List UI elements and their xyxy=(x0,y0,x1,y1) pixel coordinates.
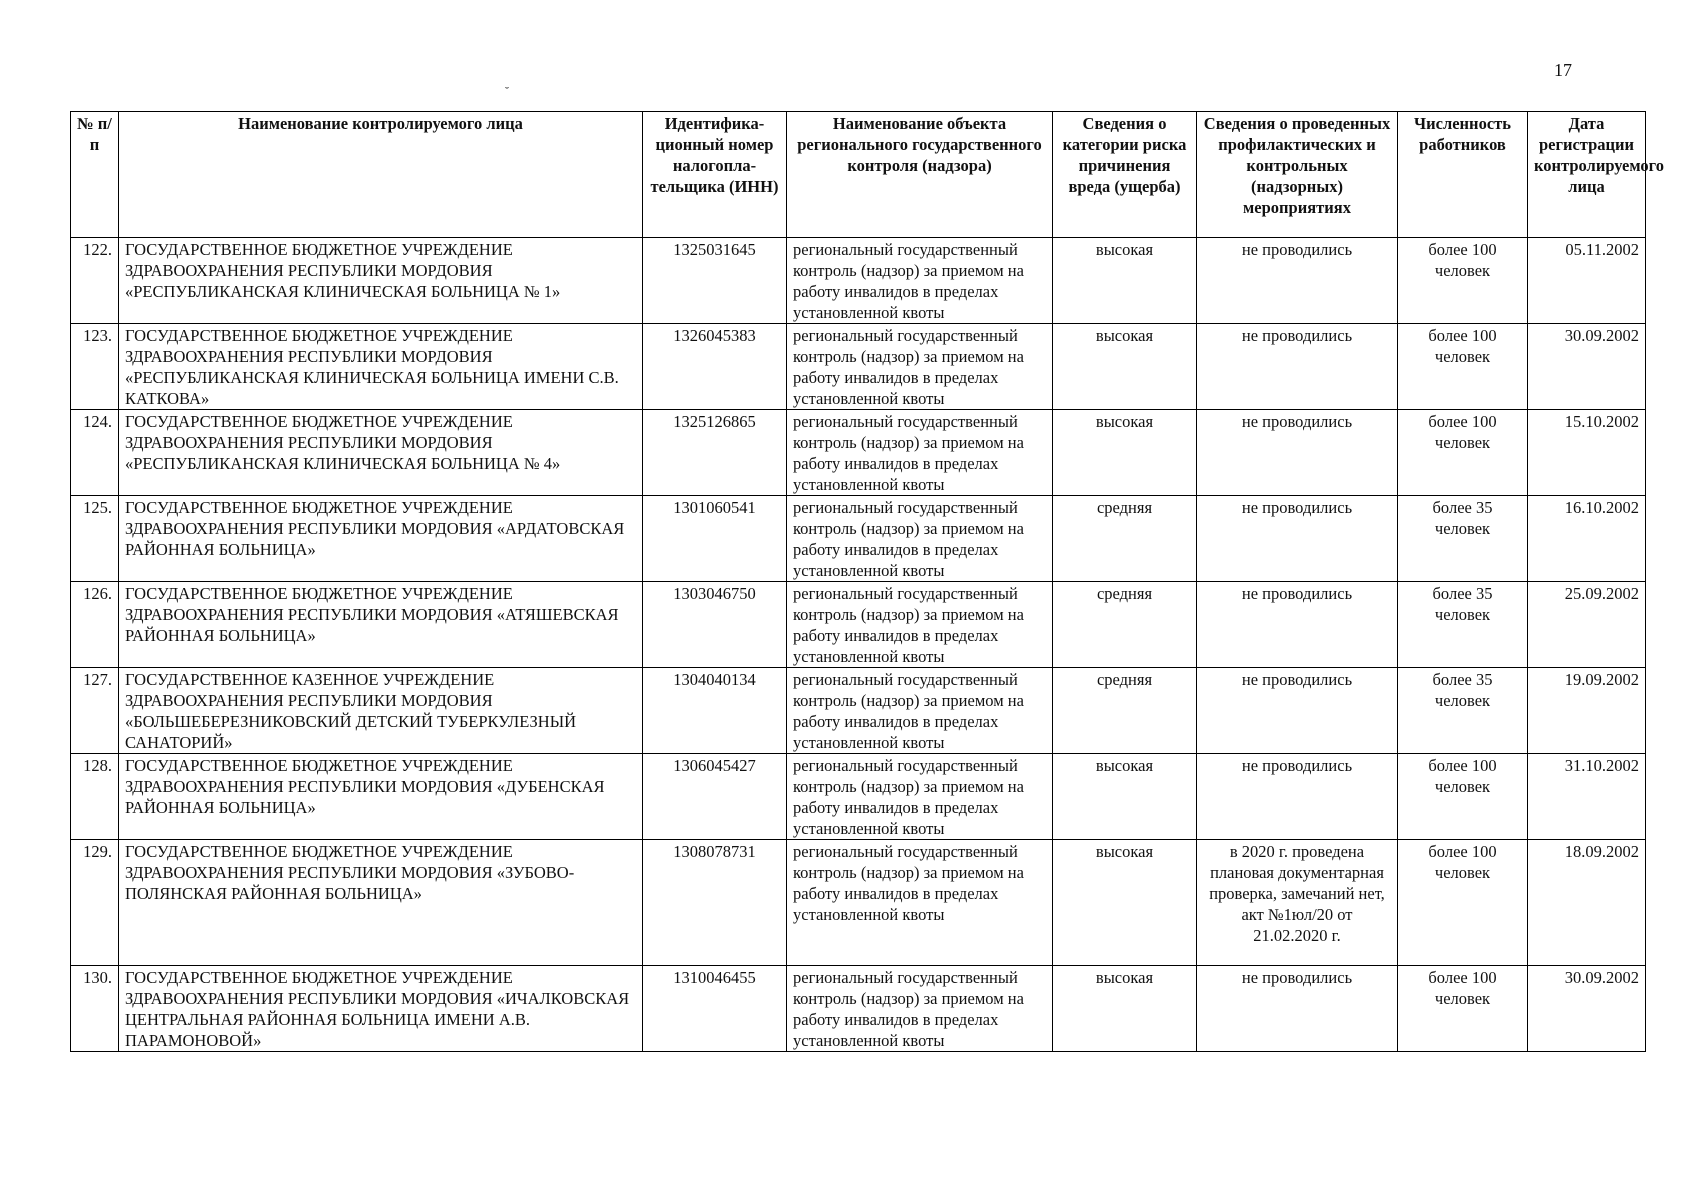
measures-info: не проводились xyxy=(1197,324,1398,410)
registration-date: 19.09.2002 xyxy=(1528,668,1646,754)
inn: 1304040134 xyxy=(643,668,787,754)
header-staff: Численность работников xyxy=(1398,112,1528,238)
header-date: Дата регистрации контролируемого лица xyxy=(1528,112,1646,238)
header-object: Наименование объекта регионального государственного контроля (надзора) xyxy=(787,112,1053,238)
control-object: региональный государственный контроль (надзор) за приемом на работу инвалидов в пределах установленной квоты xyxy=(787,754,1053,840)
table-row xyxy=(71,582,1646,668)
measures-info: не проводились xyxy=(1197,754,1398,840)
scan-mark: ˘ xyxy=(505,84,509,98)
table-row xyxy=(71,496,1646,582)
registration-date: 30.09.2002 xyxy=(1528,324,1646,410)
inn: 1301060541 xyxy=(643,496,787,582)
inn: 1326045383 xyxy=(643,324,787,410)
measures-info: в 2020 г. проведена плановая документарная проверка, замечаний нет, акт №1юл/20 от 21.02.2020 г. xyxy=(1197,840,1398,966)
control-object: региональный государственный контроль (надзор) за приемом на работу инвалидов в пределах установленной квоты xyxy=(787,966,1053,1052)
registration-date: 30.09.2002 xyxy=(1528,966,1646,1052)
inn: 1306045427 xyxy=(643,754,787,840)
registration-date: 18.09.2002 xyxy=(1528,840,1646,966)
table-row xyxy=(71,840,1646,966)
staff-count: более 35 человек xyxy=(1398,582,1528,668)
registration-date: 15.10.2002 xyxy=(1528,410,1646,496)
row-number: 124. xyxy=(71,410,119,496)
table-row xyxy=(71,410,1646,496)
measures-info: не проводились xyxy=(1197,496,1398,582)
staff-count: более 100 человек xyxy=(1398,238,1528,324)
header-risk: Сведения о категории риска причинения вреда (ущерба) xyxy=(1053,112,1197,238)
risk-category: высокая xyxy=(1053,324,1197,410)
header-inn: Идентифика-ционный номер налогопла-тельщика (ИНН) xyxy=(643,112,787,238)
risk-category: высокая xyxy=(1053,238,1197,324)
staff-count: более 100 человек xyxy=(1398,324,1528,410)
inn: 1303046750 xyxy=(643,582,787,668)
control-object: региональный государственный контроль (надзор) за приемом на работу инвалидов в пределах установленной квоты xyxy=(787,324,1053,410)
table-header xyxy=(71,112,1664,238)
row-number: 122. xyxy=(71,238,119,324)
risk-category: высокая xyxy=(1053,754,1197,840)
row-number: 130. xyxy=(71,966,119,1052)
row-number: 123. xyxy=(71,324,119,410)
risk-category: высокая xyxy=(1053,410,1197,496)
inn: 1325031645 xyxy=(643,238,787,324)
staff-count: более 100 человек xyxy=(1398,966,1528,1052)
measures-info: не проводились xyxy=(1197,582,1398,668)
header-row xyxy=(71,112,1646,238)
registry-table xyxy=(70,111,1664,1052)
risk-category: средняя xyxy=(1053,668,1197,754)
measures-info: не проводились xyxy=(1197,238,1398,324)
entity-name: ГОСУДАРСТВЕННОЕ БЮДЖЕТНОЕ УЧРЕЖДЕНИЕ ЗДРАВООХРАНЕНИЯ РЕСПУБЛИКИ МОРДОВИЯ «ИЧАЛКОВСКАЯ ЦЕНТРАЛЬНАЯ РАЙОННАЯ БОЛЬНИЦА ИМЕНИ А.В. ПАРАМОНОВОЙ» xyxy=(119,966,643,1052)
staff-count: более 100 человек xyxy=(1398,410,1528,496)
inn: 1325126865 xyxy=(643,410,787,496)
control-object: региональный государственный контроль (надзор) за приемом на работу инвалидов в пределах установленной квоты xyxy=(787,410,1053,496)
row-number: 128. xyxy=(71,754,119,840)
entity-name: ГОСУДАРСТВЕННОЕ КАЗЕННОЕ УЧРЕЖДЕНИЕ ЗДРАВООХРАНЕНИЯ РЕСПУБЛИКИ МОРДОВИЯ «БОЛЬШЕБЕРЕЗНИКОВСКИЙ ДЕТСКИЙ ТУБЕРКУЛЕЗНЫЙ САНАТОРИЙ» xyxy=(119,668,643,754)
control-object: региональный государственный контроль (надзор) за приемом на работу инвалидов в пределах установленной квоты xyxy=(787,840,1053,966)
registration-date: 25.09.2002 xyxy=(1528,582,1646,668)
header-name: Наименование контролируемого лица xyxy=(119,112,643,238)
entity-name: ГОСУДАРСТВЕННОЕ БЮДЖЕТНОЕ УЧРЕЖДЕНИЕ ЗДРАВООХРАНЕНИЯ РЕСПУБЛИКИ МОРДОВИЯ «РЕСПУБЛИКАНСКАЯ КЛИНИЧЕСКАЯ БОЛЬНИЦА № 4» xyxy=(119,410,643,496)
risk-category: средняя xyxy=(1053,582,1197,668)
entity-name: ГОСУДАРСТВЕННОЕ БЮДЖЕТНОЕ УЧРЕЖДЕНИЕ ЗДРАВООХРАНЕНИЯ РЕСПУБЛИКИ МОРДОВИЯ «РЕСПУБЛИКАНСКАЯ КЛИНИЧЕСКАЯ БОЛЬНИЦА ИМЕНИ С.В. КАТКОВА» xyxy=(119,324,643,410)
table-row xyxy=(71,238,1646,324)
row-number: 129. xyxy=(71,840,119,966)
risk-category: высокая xyxy=(1053,966,1197,1052)
staff-count: более 100 человек xyxy=(1398,840,1528,966)
entity-name: ГОСУДАРСТВЕННОЕ БЮДЖЕТНОЕ УЧРЕЖДЕНИЕ ЗДРАВООХРАНЕНИЯ РЕСПУБЛИКИ МОРДОВИЯ «АРДАТОВСКАЯ РАЙОННАЯ БОЛЬНИЦА» xyxy=(119,496,643,582)
row-number: 127. xyxy=(71,668,119,754)
registration-date: 05.11.2002 xyxy=(1528,238,1646,324)
entity-name: ГОСУДАРСТВЕННОЕ БЮДЖЕТНОЕ УЧРЕЖДЕНИЕ ЗДРАВООХРАНЕНИЯ РЕСПУБЛИКИ МОРДОВИЯ «РЕСПУБЛИКАНСКАЯ КЛИНИЧЕСКАЯ БОЛЬНИЦА № 1» xyxy=(119,238,643,324)
measures-info: не проводились xyxy=(1197,410,1398,496)
entity-name: ГОСУДАРСТВЕННОЕ БЮДЖЕТНОЕ УЧРЕЖДЕНИЕ ЗДРАВООХРАНЕНИЯ РЕСПУБЛИКИ МОРДОВИЯ «ДУБЕНСКАЯ РАЙОННАЯ БОЛЬНИЦА» xyxy=(119,754,643,840)
table-row xyxy=(71,754,1646,840)
staff-count: более 35 человек xyxy=(1398,668,1528,754)
registration-date: 31.10.2002 xyxy=(1528,754,1646,840)
inn: 1308078731 xyxy=(643,840,787,966)
header-num: № п/п xyxy=(71,112,119,238)
table-row xyxy=(71,668,1646,754)
row-number: 125. xyxy=(71,496,119,582)
control-object: региональный государственный контроль (надзор) за приемом на работу инвалидов в пределах установленной квоты xyxy=(787,238,1053,324)
table-row xyxy=(71,324,1646,410)
table-row xyxy=(71,966,1646,1052)
control-object: региональный государственный контроль (надзор) за приемом на работу инвалидов в пределах установленной квоты xyxy=(787,582,1053,668)
control-object: региональный государственный контроль (надзор) за приемом на работу инвалидов в пределах установленной квоты xyxy=(787,496,1053,582)
header-measures: Сведения о проведенных профилактических и контрольных (надзорных) мероприятиях xyxy=(1197,112,1398,238)
measures-info: не проводились xyxy=(1197,668,1398,754)
entity-name: ГОСУДАРСТВЕННОЕ БЮДЖЕТНОЕ УЧРЕЖДЕНИЕ ЗДРАВООХРАНЕНИЯ РЕСПУБЛИКИ МОРДОВИЯ «АТЯШЕВСКАЯ РАЙОННАЯ БОЛЬНИЦА» xyxy=(119,582,643,668)
risk-category: высокая xyxy=(1053,840,1197,966)
row-number: 126. xyxy=(71,582,119,668)
inn: 1310046455 xyxy=(643,966,787,1052)
staff-count: более 100 человек xyxy=(1398,754,1528,840)
staff-count: более 35 человек xyxy=(1398,496,1528,582)
page-number: 17 xyxy=(1554,60,1572,80)
measures-info: не проводились xyxy=(1197,966,1398,1052)
risk-category: средняя xyxy=(1053,496,1197,582)
entity-name: ГОСУДАРСТВЕННОЕ БЮДЖЕТНОЕ УЧРЕЖДЕНИЕ ЗДРАВООХРАНЕНИЯ РЕСПУБЛИКИ МОРДОВИЯ «ЗУБОВО-ПОЛЯНСКАЯ РАЙОННАЯ БОЛЬНИЦА» xyxy=(119,840,643,966)
registration-date: 16.10.2002 xyxy=(1528,496,1646,582)
table-body xyxy=(71,238,1646,1052)
control-object: региональный государственный контроль (надзор) за приемом на работу инвалидов в пределах установленной квоты xyxy=(787,668,1053,754)
